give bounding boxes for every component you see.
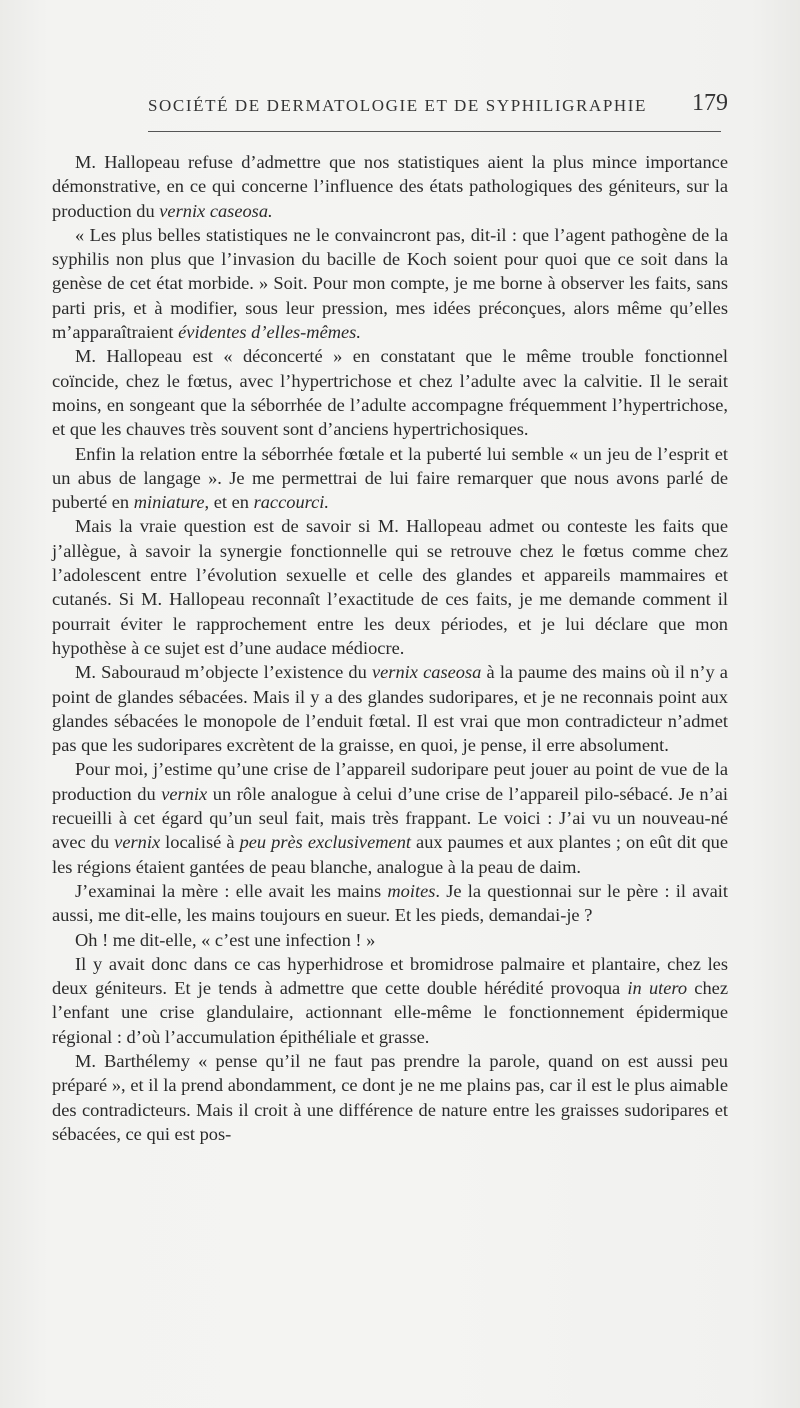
- text-run: Oh ! me dit-elle, « c’est une infection ! »: [75, 929, 376, 950]
- paragraph: [52, 514, 728, 660]
- italic-text: miniature: [133, 492, 205, 513]
- page-number: 179: [692, 90, 728, 116]
- paragraph: [52, 660, 728, 757]
- running-title: SOCIÉTÉ DE DERMATOLOGIE ET DE SYPHILIGRAPHIE: [148, 96, 648, 115]
- paragraph: [52, 879, 728, 928]
- text-run: Mais la vraie question est de savoir si M. Hallopeau admet ou conteste les faits que j’allègue, à savoir la synergie fonctionnelle qui se retrouve chez le fœtus comme chez l’adolescent entre l’évolution sexuelle et celle des glandes et appareils mammaires et cutanés. Si M. Hallopeau reconnaît l’exactitude de ces faits, je me demande comment il pourrait éviter le rapprochement entre les deux périodes, et je lui déclare que mon hypothèse à ce sujet est d’une audace médiocre.: [52, 516, 728, 658]
- paragraph: [52, 442, 728, 515]
- text-run: localisé à: [160, 832, 240, 853]
- paragraph: [52, 757, 728, 878]
- text-run: M. Hallopeau est « déconcerté » en constatant que le même trouble fonctionnel coïncide, chez le fœtus, avec l’hypertrichose et chez l’adulte avec la calvitie. Il le serait moins, en songeant que la séborrhée de l’adulte accompagne fréquemment l’hypertrichose, et que les chauves très souvent sont d’anciens hypertrichosiques.: [52, 346, 728, 440]
- text-run: chez l’enfant une crise glandulaire, actionnant elle-même le fonctionnement épidermique régional : d’où l’accumulation épithéliale et grasse.: [52, 978, 728, 1047]
- text-run: M. Barthélemy « pense qu’il ne faut pas prendre la parole, quand on est aussi peu préparé », et il la prend abondamment, ce dont je ne me plains pas, car il est le plus aimable des contradicteurs. Mais il croit à une différence de nature entre les graisses sudoripares et sébacées, ce qui est pos-: [52, 1050, 728, 1144]
- paragraph: [52, 1049, 728, 1146]
- text-run: J’examinai la mère : elle avait les mains: [75, 880, 388, 901]
- italic-text: moites: [387, 880, 436, 901]
- text-run: « Les plus belles statistiques ne le convaincront pas, dit-il : que l’agent pathogène de la syphilis non plus que l’invasion du bacille de Koch soient pour quoi que ce soit dans la genèse de cet état morbide. » Soit. Pour mon compte, je me borne à observer les faits, sans parti pris, et à modifier, sous leur pression, mes idées préconçues, alors même qu’elles m’apparaîtraient: [52, 224, 728, 343]
- page-header: [148, 92, 728, 126]
- text-run: M. Hallopeau refuse d’admettre que nos statistiques aient la plus mince importance démonstrative, en ce qui concerne l’influence des états pathologiques des géniteurs, sur la production du: [52, 152, 728, 221]
- paragraph: [52, 150, 728, 223]
- paragraph: [52, 928, 728, 952]
- paragraph: [52, 223, 728, 344]
- text-run: Enfin la relation entre la séborrhée fœtale et la puberté lui semble « un jeu de l’esprit et un abus de langage ». Je me permettrai de lui faire remarquer que nous avons parlé de puberté en: [52, 443, 728, 513]
- italic-text: raccourci.: [253, 492, 329, 513]
- italic-text: peu près exclusivement: [239, 832, 412, 853]
- italic-text: vernix: [161, 783, 208, 804]
- italic-text: vernix caseosa.: [159, 200, 273, 221]
- body-text: [52, 150, 728, 1146]
- text-run: , et en: [204, 492, 254, 513]
- text-run: . Je la questionnai sur le père : il avait aussi, me dit-elle, les mains toujours en sueur. Et les pieds, demandai-je ?: [52, 880, 728, 926]
- italic-text: évidentes d’elles-mêmes.: [178, 322, 361, 343]
- text-run: Il y avait donc dans ce cas hyperhidrose et bromidrose palmaire et plantaire, chez les deux géniteurs. Et je tends à admettre que cette double hérédité provoqua: [52, 953, 728, 999]
- italic-text: in utero: [627, 978, 688, 999]
- italic-text: vernix: [114, 832, 161, 853]
- header-rule: [148, 131, 721, 132]
- paragraph: [52, 952, 728, 1049]
- text-run: aux paumes et aux plantes ; on eût dit que les régions étaient gantées de peau blanche, analogue à la peau de daim.: [52, 832, 728, 877]
- text-run: un rôle analogue à celui d’une crise de l’appareil pilo-sébacé. Je n’ai recueilli à cet égard qu’un seul fait, mais très frappant. Le voici : J’ai vu un nouveau-né avec du: [52, 783, 729, 853]
- text-run: M. Sabouraud m’objecte l’existence du: [75, 662, 372, 683]
- italic-text: vernix caseosa: [371, 662, 482, 683]
- text-run: Pour moi, j’estime qu’une crise de l’appareil sudoripare peut jouer au point de vue de la production du: [52, 759, 728, 804]
- text-run: à la paume des mains où il n’y a point de glandes sébacées. Mais il y a des glandes sudoripares, et je ne reconnais point aux glandes sébacées le monopole de l’enduit fœtal. Il est vrai que mon contradicteur n’admet pas que les sudoripares excrètent de la graisse, en quoi, je pense, il erre absolument.: [52, 662, 728, 756]
- paragraph: [52, 344, 728, 441]
